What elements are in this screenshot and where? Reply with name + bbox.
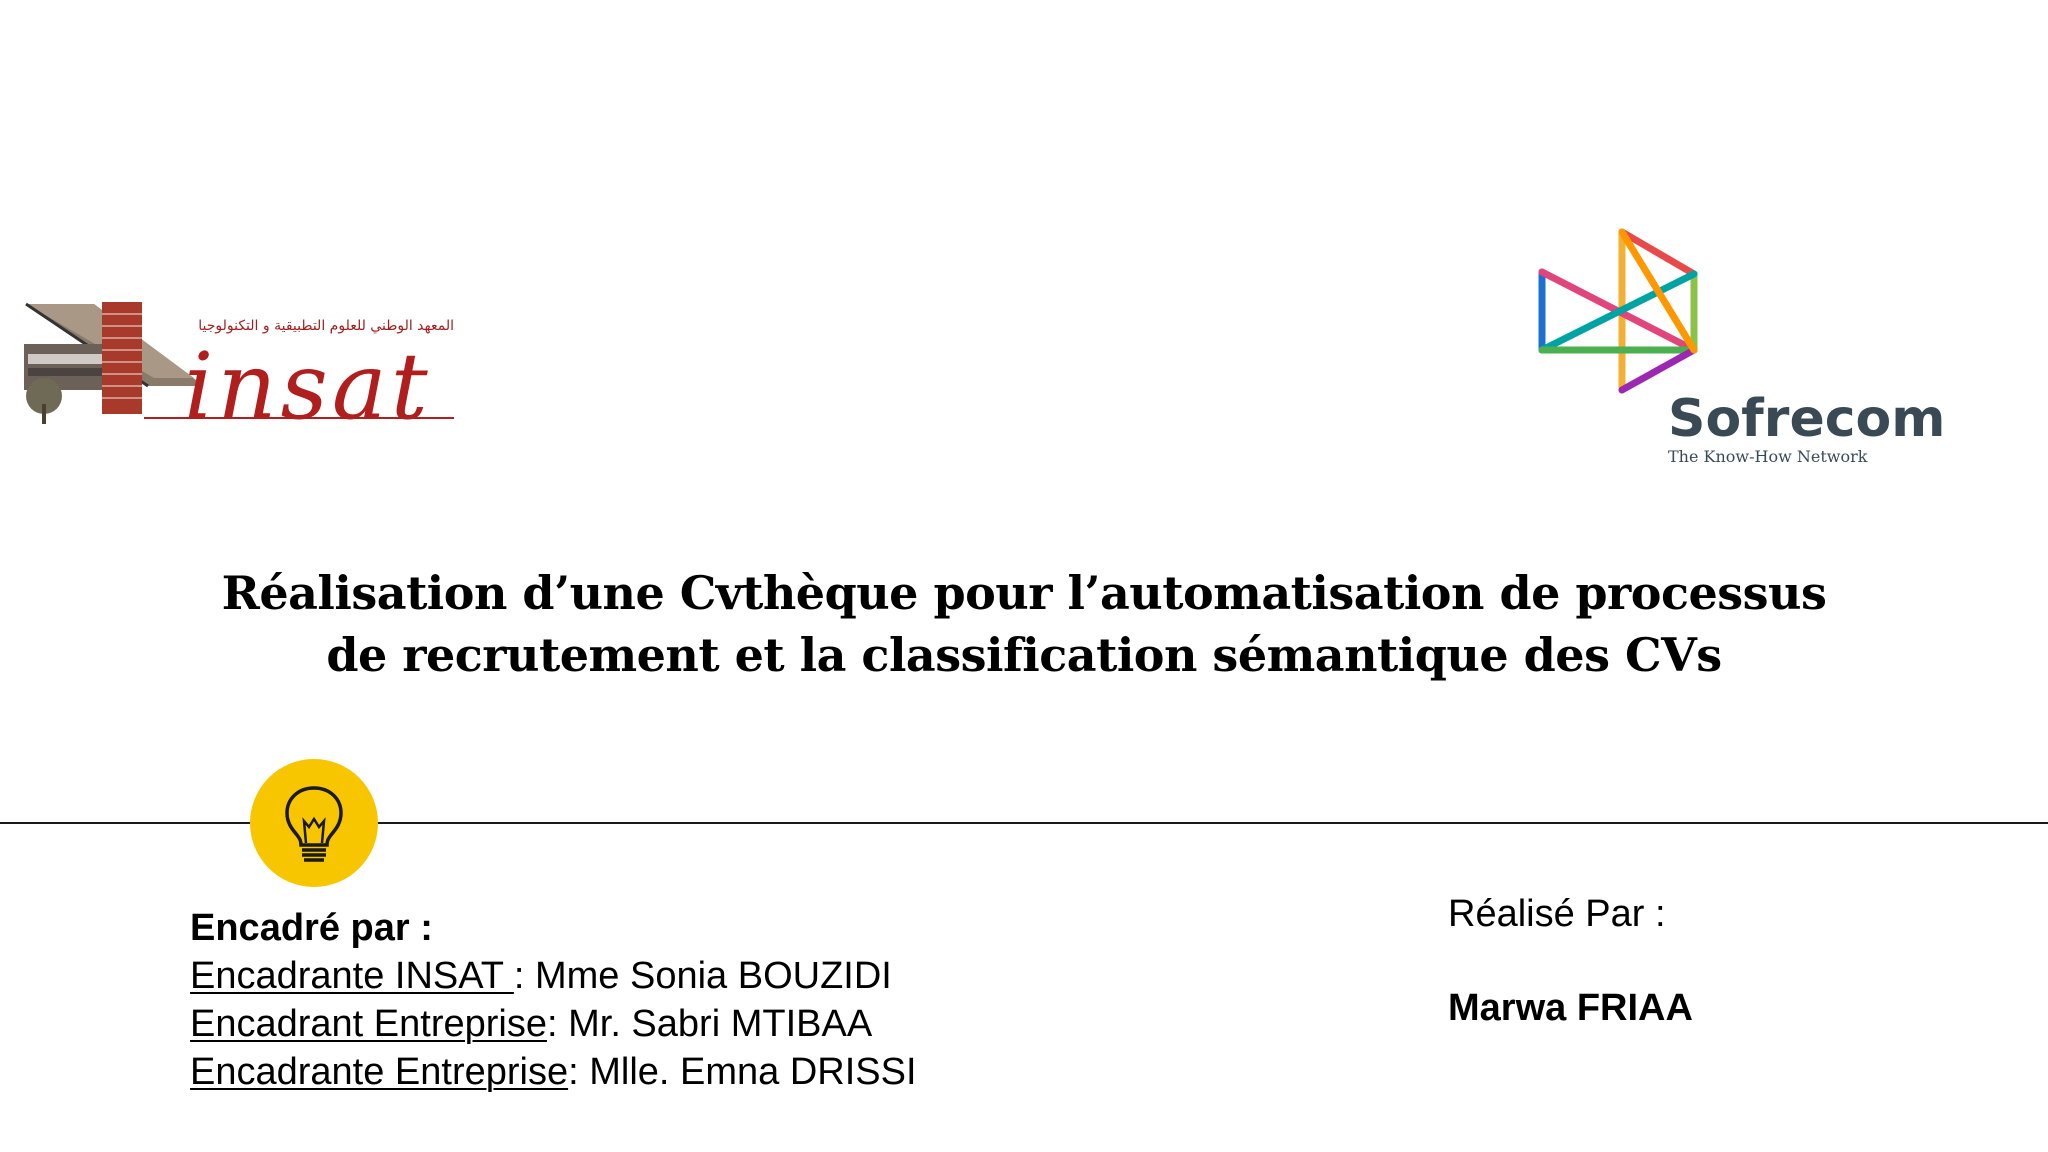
supervisors-block (190, 904, 917, 1096)
insat-arabic-text: المعهد الوطني للعلوم التطبيقية و التكنولوجيا (198, 318, 454, 334)
supervisor-name: Mme Sonia BOUZIDI (535, 955, 892, 997)
supervisors-heading: Encadré par : (190, 907, 433, 949)
slide-title (124, 562, 1924, 686)
supervisor-role: Encadrante INSAT (190, 955, 514, 997)
supervisor-separator: : (513, 955, 535, 997)
supervisor-separator: : (568, 1051, 590, 1093)
supervisor-row (190, 952, 917, 1000)
supervisor-separator: : (546, 1003, 569, 1045)
insat-wordmark: insat (184, 333, 432, 430)
supervisor-name: Mr. Sabri MTIBAA (568, 1003, 873, 1045)
supervisor-role: Encadrante Entreprise (190, 1051, 569, 1093)
supervisor-row (190, 1000, 917, 1048)
lightbulb-badge (250, 759, 378, 887)
sofrecom-logo (1528, 222, 1948, 472)
supervisor-role: Encadrant Entreprise (190, 1003, 547, 1045)
sofrecom-tagline: The Know-How Network (1668, 447, 1868, 466)
insat-logo (24, 300, 464, 430)
sofrecom-wordmark: Sofrecom (1668, 389, 1946, 449)
slide-title-line-2: de recrutement et la classification sémantique des CVs (326, 628, 1722, 682)
author-name: Marwa FRIAA (1448, 987, 1693, 1029)
author-block (1448, 890, 1693, 1032)
supervisor-row (190, 1048, 917, 1096)
lightbulb-icon (282, 785, 346, 863)
supervisor-name: Mlle. Emna DRISSI (589, 1051, 917, 1093)
slide-title-line-1: Réalisation d’une Cvthèque pour l’automatisation de processus (221, 566, 1827, 620)
author-label: Réalisé Par : (1448, 893, 1666, 935)
